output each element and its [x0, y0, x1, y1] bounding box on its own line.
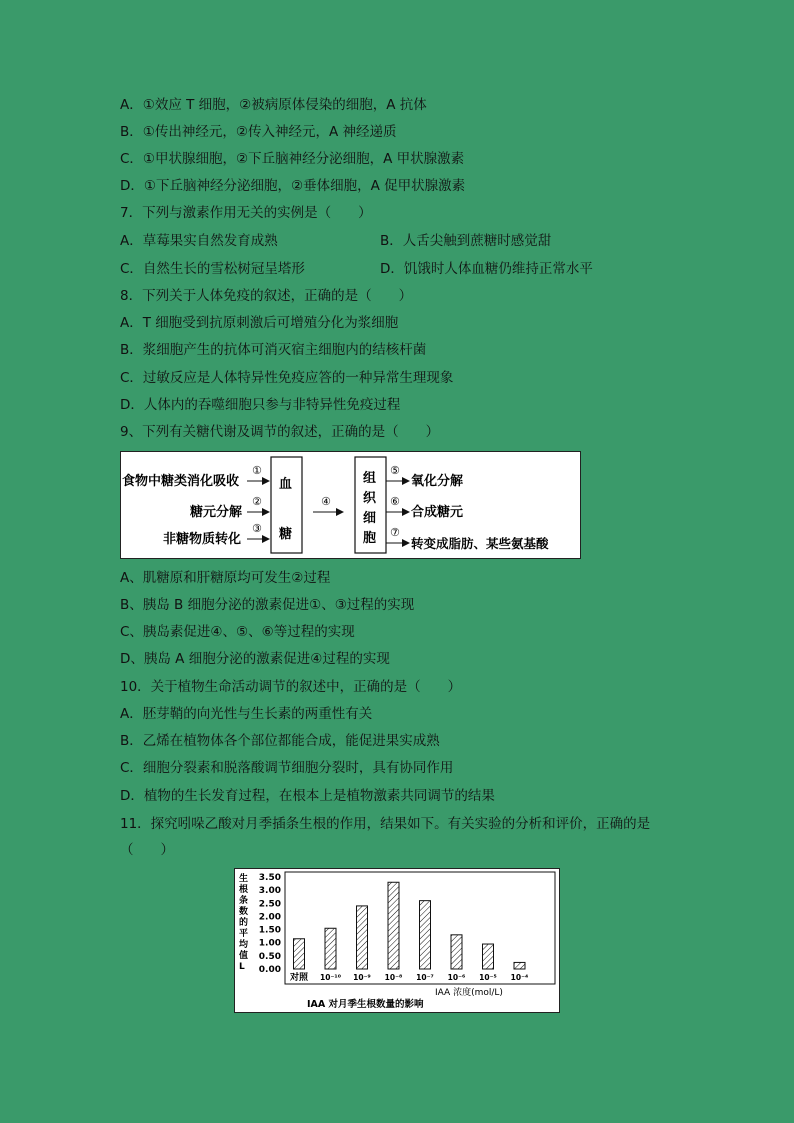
q7-option-b: B．人舌尖触到蔗糖时感觉甜 — [380, 233, 552, 249]
bar — [451, 935, 462, 969]
q9-option-d: D、胰岛 A 细胞分泌的激素促进④过程的实现 — [120, 651, 390, 667]
q7-option-d: D．饥饿时人体血糖仍维持正常水平 — [380, 261, 593, 277]
x-tick-label: 10⁻⁸ — [384, 973, 403, 982]
y-label-char: 生 — [239, 874, 249, 884]
bars — [294, 882, 526, 969]
y-tick-label: 2.00 — [258, 912, 281, 923]
q6-option-a: A．①效应 T 细胞，②被病原体侵染的细胞，A 抗体 — [120, 97, 427, 113]
step-num-6: ⑥ — [390, 495, 400, 508]
y-tick-labels — [259, 873, 281, 975]
step-num-7: ⑦ — [390, 526, 400, 539]
tissue-char-3: 细 — [363, 511, 377, 526]
x-tick-label: 10⁻⁶ — [447, 973, 466, 982]
q7-option-c: C．自然生长的雪松树冠呈塔形 — [120, 261, 305, 277]
y-label-char: L — [239, 962, 245, 972]
q9-stem: 9、下列有关糖代谢及调节的叙述，正确的是（ ） — [120, 424, 440, 440]
x-tick-label: 对照 — [289, 973, 309, 983]
y-axis-label — [239, 872, 249, 972]
bar — [294, 939, 305, 969]
step-num-3: ③ — [252, 522, 262, 535]
q8-option-d: D．人体内的吞噬细胞只参与非特异性免疫过程 — [120, 397, 401, 413]
glucose-diagram-svg — [121, 452, 580, 558]
x-tick-label: 10⁻⁹ — [353, 973, 371, 982]
step-num-1: ① — [252, 464, 262, 477]
x-tick-label: 10⁻⁷ — [416, 973, 434, 982]
q7-stem: 7．下列与激素作用无关的实例是（ ） — [120, 205, 372, 221]
q11-stem: 11．探究吲哚乙酸对月季插条生根的作用，结果如下。有关实验的分析和评价，正确的是 — [120, 816, 651, 832]
bar — [388, 882, 399, 969]
q10-stem: 10．关于植物生命活动调节的叙述中，正确的是（ ） — [120, 679, 462, 695]
q10-option-d: D．植物的生长发育过程，在根本上是植物激素共同调节的结果 — [120, 788, 495, 804]
step-num-5: ⑤ — [390, 464, 400, 477]
bar — [325, 928, 336, 969]
iaa-bar-chart-svg — [235, 869, 559, 1012]
q8-option-b: B．浆细胞产生的抗体可消灭宿主细胞内的结核杆菌 — [120, 342, 427, 358]
outcome-label-1: 氧化分解 — [411, 474, 464, 489]
tissue-char-2: 织 — [363, 491, 377, 506]
tissue-char-4: 胞 — [363, 531, 377, 546]
y-label-char: 值 — [239, 951, 249, 961]
q10-option-c: C．细胞分裂素和脱落酸调节细胞分裂时，具有协同作用 — [120, 760, 454, 776]
y-tick-label: 0.50 — [258, 951, 281, 962]
y-label-char: 根 — [239, 885, 249, 895]
q9-option-a: A、肌糖原和肝糖原均可发生②过程 — [120, 570, 331, 586]
x-tick-label: 10⁻⁴ — [510, 973, 529, 982]
y-tick-label: 1.50 — [258, 925, 281, 936]
y-label-char: 条 — [239, 896, 249, 906]
x-tick-label: 10⁻¹⁰ — [320, 973, 341, 982]
y-label-char: 的 — [239, 918, 249, 928]
y-tick-label: 0.00 — [258, 965, 281, 975]
y-label-char: 平 — [239, 929, 249, 939]
outcome-label-2: 合成糖元 — [411, 505, 464, 520]
step-num-4: ④ — [321, 495, 331, 508]
y-tick-label: 1.00 — [258, 938, 281, 949]
bar — [483, 944, 494, 969]
q9-option-c: C、胰岛素促进④、⑤、⑥等过程的实现 — [120, 624, 355, 640]
source-label-3: 非糖物质转化 — [163, 532, 242, 547]
x-tick-labels — [289, 971, 528, 983]
q9-option-b: B、胰岛 B 细胞分泌的激素促进①、③过程的实现 — [120, 597, 415, 613]
y-tick-label: 2.50 — [258, 899, 281, 910]
q8-option-a: A．T 细胞受到抗原刺激后可增殖分化为浆细胞 — [120, 315, 399, 331]
y-tick-label: 3.00 — [258, 886, 281, 897]
q6-option-b: B．①传出神经元，②传入神经元，A 神经递质 — [120, 124, 397, 140]
q6-option-c: C．①甲状腺细胞，②下丘脑神经分泌细胞，A 甲状腺激素 — [120, 151, 465, 167]
y-label-char: 均 — [239, 940, 249, 950]
blood-char-2: 糖 — [279, 527, 293, 542]
x-tick-label: 10⁻⁵ — [479, 973, 497, 982]
q10-option-b: B．乙烯在植物体各个部位都能合成，能促进果实成熟 — [120, 733, 440, 749]
blood-char-1: 血 — [279, 477, 293, 492]
source-label-2: 糖元分解 — [190, 505, 243, 520]
q10-option-a: A．胚芽鞘的向光性与生长素的两重性有关 — [120, 706, 373, 722]
x-axis-label: IAA 浓度(mol/L) — [435, 988, 503, 998]
bar — [420, 901, 431, 969]
q8-option-c: C．过敏反应是人体特异性免疫应答的一种异常生理现象 — [120, 370, 454, 386]
tissue-char-1: 组 — [363, 471, 377, 486]
q8-stem: 8．下列关于人体免疫的叙述，正确的是（ ） — [120, 288, 413, 304]
y-label-char: 数 — [239, 907, 249, 917]
iaa-bar-chart — [234, 868, 560, 1013]
source-label-1: 食物中糖类消化吸收 — [122, 474, 240, 489]
q7-option-a: A．草莓果实自然发育成熟 — [120, 233, 278, 249]
bar — [357, 906, 368, 969]
y-tick-label: 3.50 — [258, 873, 281, 883]
step-num-2: ② — [252, 495, 262, 508]
bar — [514, 962, 525, 969]
chart-title: IAA 对月季生根数量的影响 — [307, 999, 424, 1010]
outcome-label-3: 转变成脂肪、某些氨基酸 — [411, 536, 549, 551]
q6-option-d: D．①下丘脑神经分泌细胞，②垂体细胞，A 促甲状腺激素 — [120, 178, 466, 194]
glucose-metabolism-diagram — [120, 451, 581, 559]
q11-answer-paren: （ ） — [120, 842, 174, 858]
